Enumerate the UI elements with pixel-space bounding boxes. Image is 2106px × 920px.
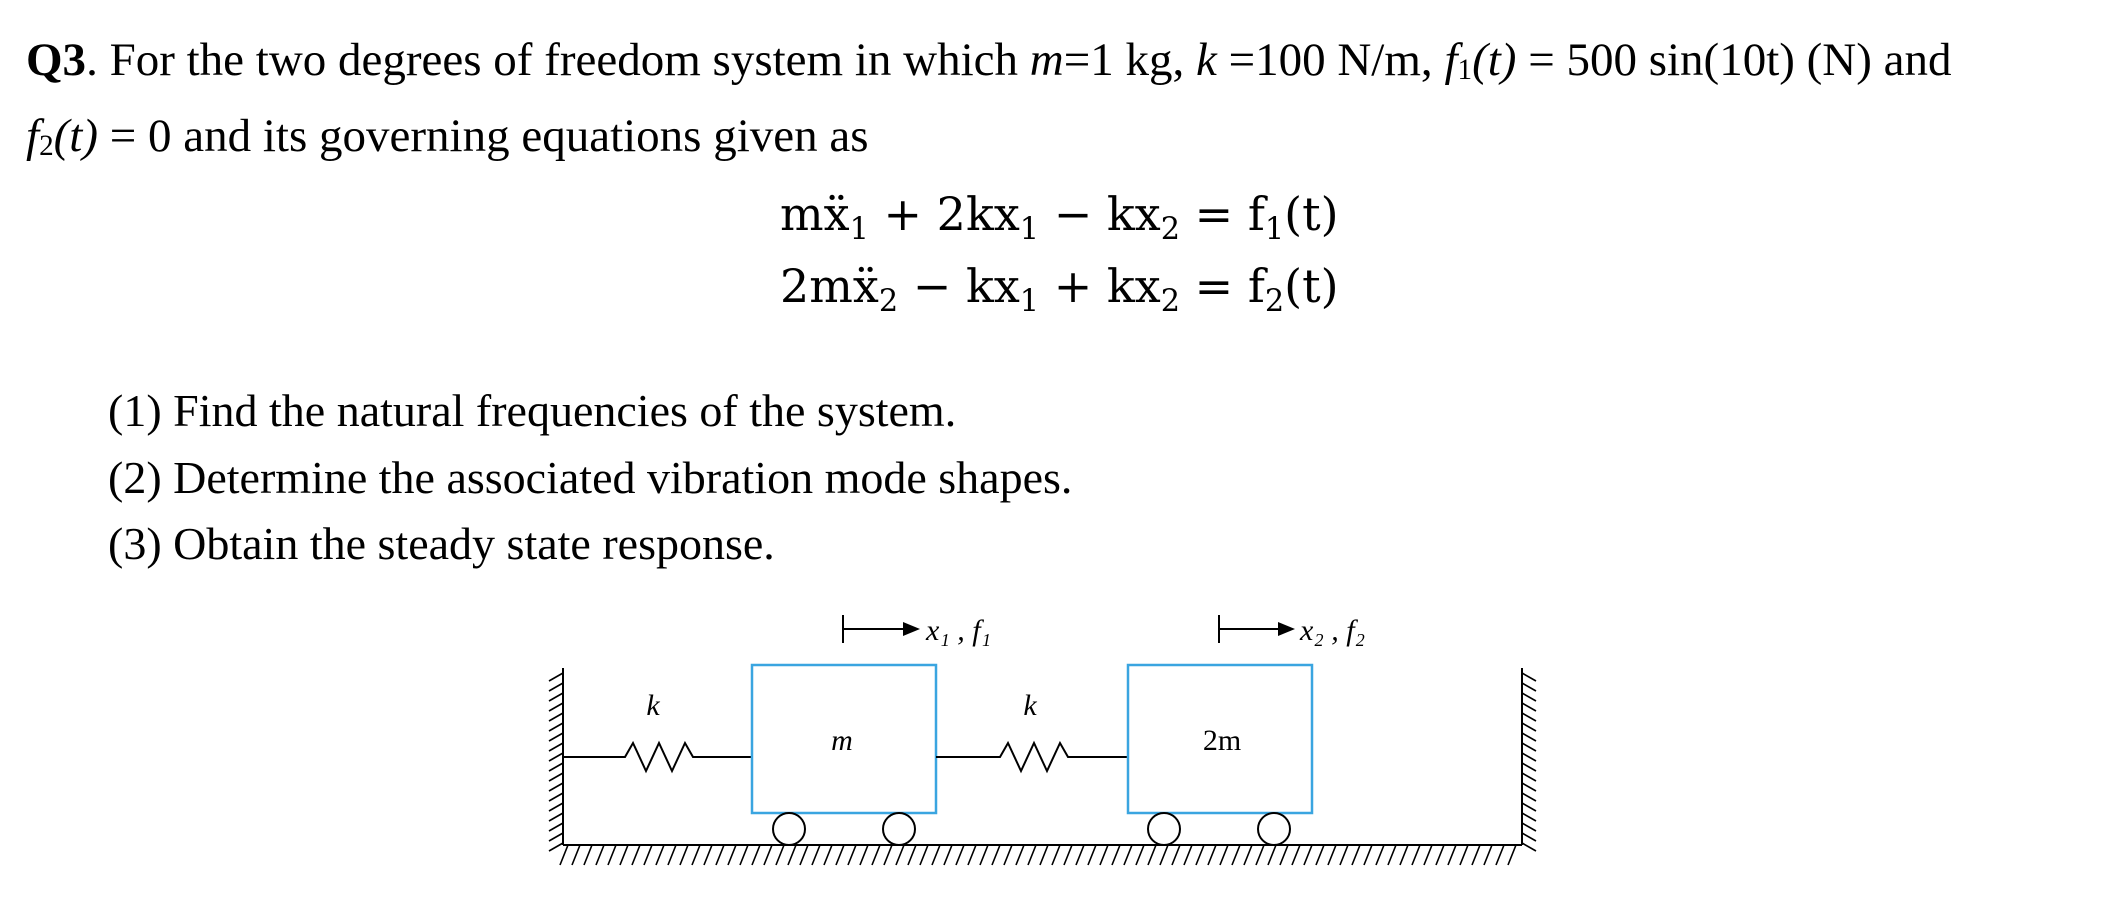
mass-symbol: m <box>1029 34 1064 86</box>
hatch-line <box>728 845 736 865</box>
hatch-line <box>1522 753 1536 761</box>
hatch-line <box>596 845 604 865</box>
hatch-line <box>1028 845 1036 865</box>
ground <box>560 845 1522 865</box>
hatch-line <box>1460 845 1468 865</box>
hatch-line <box>716 845 724 865</box>
hatch-line <box>1052 845 1060 865</box>
hatch-line <box>1522 723 1536 731</box>
hatch-line <box>1522 713 1536 721</box>
hatch-line <box>1388 845 1396 865</box>
hatch-line <box>608 845 616 865</box>
hatch-line <box>1076 845 1084 865</box>
hatch-line <box>1064 845 1072 865</box>
right-wall <box>1522 668 1536 851</box>
eq2-term-e: (t) <box>1284 259 1339 313</box>
eq1-term-e: (t) <box>1284 187 1339 241</box>
task-3: (3) Obtain the steady state response. <box>108 518 775 569</box>
hatch-line <box>704 845 712 865</box>
displacement-1-label: x₁ , f₁ <box>926 614 992 647</box>
eq1-term-a: mẍ <box>780 187 850 241</box>
hatch-line <box>944 845 952 865</box>
hatch-line <box>800 845 808 865</box>
hatch-line <box>836 845 844 865</box>
hatch-line <box>692 845 700 865</box>
hatch-line <box>549 803 563 811</box>
hatch-line <box>549 733 563 741</box>
hatch-line <box>1522 843 1536 851</box>
hatch-line <box>1040 845 1048 865</box>
hatch-line <box>668 845 676 865</box>
hatch-line <box>680 845 688 865</box>
hatch-line <box>884 845 892 865</box>
hatch-line <box>560 845 568 865</box>
hatch-line <box>1496 845 1504 865</box>
hatch-line <box>1340 845 1348 865</box>
hatch-line <box>1522 803 1536 811</box>
hatch-line <box>549 793 563 801</box>
hatch-line <box>1232 845 1240 865</box>
hatch-line <box>812 845 820 865</box>
hatch-line <box>549 763 563 771</box>
hatch-line <box>584 845 592 865</box>
hatch-line <box>1484 845 1492 865</box>
eq2-term-a: 2mẍ <box>780 259 879 313</box>
hatch-line <box>1196 845 1204 865</box>
hatch-line <box>549 843 563 851</box>
force1-subscript: 1 <box>1457 54 1473 87</box>
hatch-line <box>1508 845 1516 865</box>
hatch-line <box>1522 783 1536 791</box>
force1-argument: (t) <box>1472 34 1517 86</box>
eq2-sub-c: 2 <box>1160 284 1181 320</box>
force2-symbol: f <box>26 110 40 162</box>
hatch-line <box>776 845 784 865</box>
eq1-sub-c: 2 <box>1160 212 1181 248</box>
hatch-line <box>549 693 563 701</box>
eq2-term-d: = f <box>1180 259 1265 313</box>
hatch-line <box>824 845 832 865</box>
displacement-1-arrow <box>843 615 920 643</box>
hatch-line <box>1522 763 1536 771</box>
question-intro: . For the two degrees of freedom system in which <box>86 34 1030 86</box>
mass-1-label: m <box>831 724 853 757</box>
hatch-line <box>908 845 916 865</box>
hatch-line <box>920 845 928 865</box>
hatch-line <box>1522 683 1536 691</box>
hatch-line <box>549 783 563 791</box>
eq1-sub-a: 1 <box>849 212 869 248</box>
hatch-line <box>1148 845 1156 865</box>
hatch-line <box>644 845 652 865</box>
hatch-line <box>1088 845 1096 865</box>
hatch-line <box>632 845 640 865</box>
hatch-line <box>1136 845 1144 865</box>
hatch-line <box>968 845 976 865</box>
stiffness-value: =100 N/m, <box>1216 34 1445 86</box>
force2-subscript: 2 <box>39 130 54 163</box>
hatch-line <box>1400 845 1408 865</box>
hatch-line <box>1412 845 1420 865</box>
hatch-line <box>549 773 563 781</box>
hatch-line <box>1376 845 1384 865</box>
hatch-line <box>572 845 580 865</box>
hatch-line <box>549 683 563 691</box>
hatch-line <box>1522 813 1536 821</box>
hatch-line <box>1364 845 1372 865</box>
hatch-line <box>656 845 664 865</box>
hatch-line <box>788 845 796 865</box>
displacement-2-label: x₂ , f₂ <box>1300 614 1366 647</box>
hatch-line <box>1172 845 1180 865</box>
left-wall <box>549 668 563 851</box>
eq2-sub-a: 2 <box>878 284 899 320</box>
hatch-line <box>848 845 856 865</box>
hatch-line <box>1522 693 1536 701</box>
eq1-term-d: = f <box>1180 187 1265 241</box>
question-label: Q3 <box>26 34 87 86</box>
hatch-line <box>1424 845 1432 865</box>
spring-2 <box>936 743 1128 771</box>
hatch-line <box>1160 845 1168 865</box>
hatch-line <box>1472 845 1480 865</box>
hatch-line <box>549 813 563 821</box>
hatch-line <box>1112 845 1120 865</box>
hatch-line <box>764 845 772 865</box>
hatch-line <box>1522 673 1536 681</box>
mass-1-wheel-right <box>883 813 915 845</box>
hatch-line <box>549 743 563 751</box>
eq2-sub-d: 2 <box>1264 284 1285 320</box>
hatch-line <box>1352 845 1360 865</box>
hatch-line <box>549 673 563 681</box>
spring-1 <box>563 743 752 771</box>
hatch-line <box>1522 833 1536 841</box>
hatch-line <box>549 713 563 721</box>
task-1: (1) Find the natural frequencies of the system. <box>108 385 957 436</box>
eq2-term-b: − kx <box>898 259 1020 313</box>
hatch-line <box>1004 845 1012 865</box>
hatch-line <box>1522 743 1536 751</box>
eq2-term-c: + kx <box>1039 259 1161 313</box>
force2-argument: (t) <box>53 110 98 162</box>
hatch-line <box>1436 845 1444 865</box>
mass-value: =1 kg, <box>1063 34 1196 86</box>
hatch-line <box>1292 845 1300 865</box>
hatch-line <box>1316 845 1324 865</box>
mass-1-wheel-left <box>773 813 805 845</box>
hatch-line <box>549 753 563 761</box>
hatch-line <box>1244 845 1252 865</box>
hatch-line <box>1522 823 1536 831</box>
hatch-line <box>980 845 988 865</box>
hatch-line <box>1522 703 1536 711</box>
hatch-line <box>549 833 563 841</box>
hatch-line <box>872 845 880 865</box>
hatch-line <box>549 723 563 731</box>
hatch-line <box>1100 845 1108 865</box>
hatch-line <box>1304 845 1312 865</box>
hatch-line <box>1256 845 1264 865</box>
hatch-line <box>956 845 964 865</box>
question-line-2-text: = 0 and its governing equations given as <box>98 110 869 162</box>
spring-2-label: k <box>1023 689 1037 722</box>
hatch-line <box>1522 773 1536 781</box>
hatch-line <box>1280 845 1288 865</box>
hatch-line <box>1268 845 1276 865</box>
hatch-line <box>1522 793 1536 801</box>
eq1-term-b: + 2kx <box>868 187 1020 241</box>
hatch-line <box>932 845 940 865</box>
hatch-line <box>549 703 563 711</box>
hatch-line <box>992 845 1000 865</box>
hatch-line <box>1184 845 1192 865</box>
displacement-2-arrow <box>1219 615 1295 643</box>
hatch-line <box>1016 845 1024 865</box>
mass-2-wheel-left <box>1148 813 1180 845</box>
eq1-sub-d: 1 <box>1264 212 1285 248</box>
spring-1-label: k <box>646 689 660 722</box>
eq1-term-c: − kx <box>1039 187 1161 241</box>
hatch-line <box>896 845 904 865</box>
mass-2-label: 2m <box>1202 724 1242 757</box>
hatch-line <box>620 845 628 865</box>
eq2-sub-b: 1 <box>1019 284 1040 320</box>
hatch-line <box>1448 845 1456 865</box>
force1-value: = 500 sin(10t) (N) and <box>1516 34 1952 86</box>
hatch-line <box>1208 845 1216 865</box>
hatch-line <box>740 845 748 865</box>
stiffness-symbol: k <box>1195 34 1217 86</box>
hatch-line <box>1220 845 1228 865</box>
force1-symbol: f <box>1444 34 1458 86</box>
mass-2-wheel-right <box>1258 813 1290 845</box>
hatch-line <box>1124 845 1132 865</box>
task-2: (2) Determine the associated vibration mode shapes. <box>108 452 1073 503</box>
hatch-line <box>549 823 563 831</box>
hatch-line <box>752 845 760 865</box>
hatch-line <box>1522 733 1536 741</box>
eq1-sub-b: 1 <box>1019 212 1040 248</box>
hatch-line <box>1328 845 1336 865</box>
hatch-line <box>860 845 868 865</box>
